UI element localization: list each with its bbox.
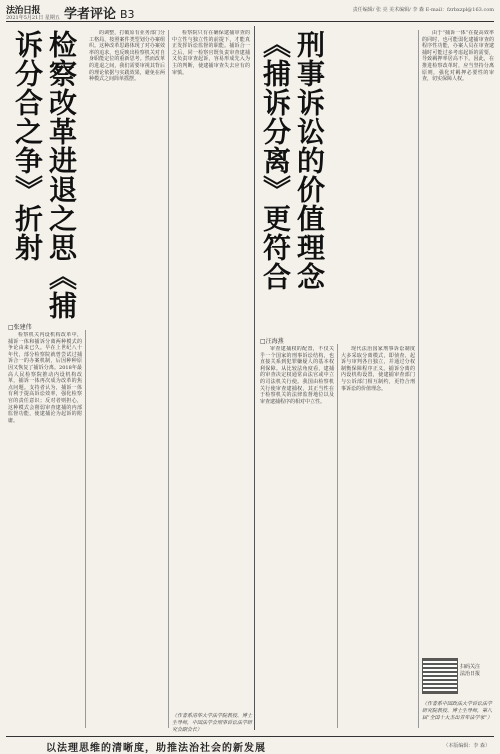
section-name: 学者评论 — [64, 7, 117, 22]
qr-code-icon[interactable] — [422, 658, 458, 694]
page-header — [0, 0, 500, 22]
column-divider — [85, 330, 86, 728]
left-article-column-2 — [89, 30, 165, 727]
page-number: B3 — [120, 8, 135, 21]
right-article-title: 刑事诉讼的价值理念《捕诉分离》更符合 — [259, 30, 326, 291]
paragraph: 的调整，打破原有业务部门分工格局，按照案件类型划分办案组织。这种改革思路体现了对办案效率的追求，也反映出检察机关对自身职能定位的重新思考。然而改革的进退之间，我们需要审视其背后的理论依据与实践效果，避免在两种模式之间简单摇摆。 — [89, 30, 165, 83]
issue-date: 2021年5月21日 星期五 — [6, 15, 60, 21]
page-footer — [6, 736, 494, 754]
right-article-byline: □汪海燕 — [260, 338, 284, 345]
section-title — [64, 3, 135, 22]
paragraph: 检察院只有在确保逮捕审查的中立性与独立性的前提下，才能真正发挥诉讼监督的职能。捕诉合一之后，同一检察官既负责审查逮捕又负责审查起诉，容易形成先入为主的判断，使逮捕审查失去应有的审慎。 — [172, 30, 250, 76]
column-divider — [418, 30, 419, 728]
article-divider — [254, 26, 255, 730]
paragraph: 现代法治国家刑事诉讼制度大多采取分离模式，即侦查、起诉与审判各自独立，并通过分权制衡保障程序正义。捕诉分离的内设机构设置，使逮捕审查部门与公诉部门相互制约，更符合刑事诉讼的价值理念。 — [341, 346, 415, 392]
column-divider — [168, 30, 169, 728]
left-article-title: 检察改革进退之思《捕诉分合之争》折射 — [11, 30, 78, 320]
right-article-column-2 — [341, 346, 415, 728]
left-article-column-1 — [8, 332, 82, 727]
paragraph: 检察机关内设机构改革中，捕诉一体和捕诉分离两种模式的争论由来已久。早在上世纪八十年代，部分检察院就曾尝试过捕诉合一的办案机制，后因种种原因又恢复了捕诉分离。2018年最高人民检察院推动内设机构改革，捕诉一体再次成为改革的焦点问题。支持者认为，捕诉一体有利于提高诉讼效率，强化检察官的责任意识；反对者则担心，这种模式会削弱审查逮捕的内部监督功能，使逮捕沦为起诉的附庸。 — [8, 332, 82, 424]
footer-slogan: 以法理思维的清晰度，助推法治社会的新发展 — [46, 743, 266, 754]
left-article-author-note: （作者系清华大学法学院教授、博士生导师，中国法学会刑事诉讼法学研究会副会长） — [172, 713, 253, 733]
left-article-byline: □张建伟 — [8, 324, 32, 331]
paragraph: 审查逮捕权的配置，不仅关乎一个国家的刑事诉讼结构，也直接关系到犯罪嫌疑人的基本权利保障。从比较法角度看，逮捕的审查决定权通常由法官或中立的司法机关行使。我国由检察机关行使审查逮捕权，其正当性在于检察机关的法律监督地位以及审查逮捕程序的相对中立性。 — [260, 346, 334, 405]
editor-credits: 责任编辑/ 张 亮 美术编辑/ 李 森 E-mail：fzrbxzpl@163.com — [352, 7, 494, 13]
right-article-column-3 — [422, 30, 494, 650]
footer-editor: （本版编辑：李 森） — [443, 743, 490, 749]
newspaper-logo: 法治日报 — [6, 6, 41, 16]
right-article-author-note: （作者系中国政法大学诉讼法学研究院教授、博士生导师，第八届“全国十大杰出青年法学家”） — [422, 701, 493, 721]
right-article-column-1 — [260, 346, 334, 728]
left-article-column-3 — [172, 30, 250, 710]
paragraph: 由于“捕诉一体”在提高效率的同时，也可能弱化逮捕审查的程序性功能，办案人员在审查逮捕时可能过多考虑起诉的需要，导致羁押率居高不下。因此，在推进检察改革时，应当坚持分离原则，强化对羁押必要性的审查，切实保障人权。 — [422, 30, 494, 83]
qr-label: 扫码关注 法治日报 — [460, 664, 481, 677]
header-rule — [6, 21, 494, 22]
column-divider — [337, 344, 338, 728]
